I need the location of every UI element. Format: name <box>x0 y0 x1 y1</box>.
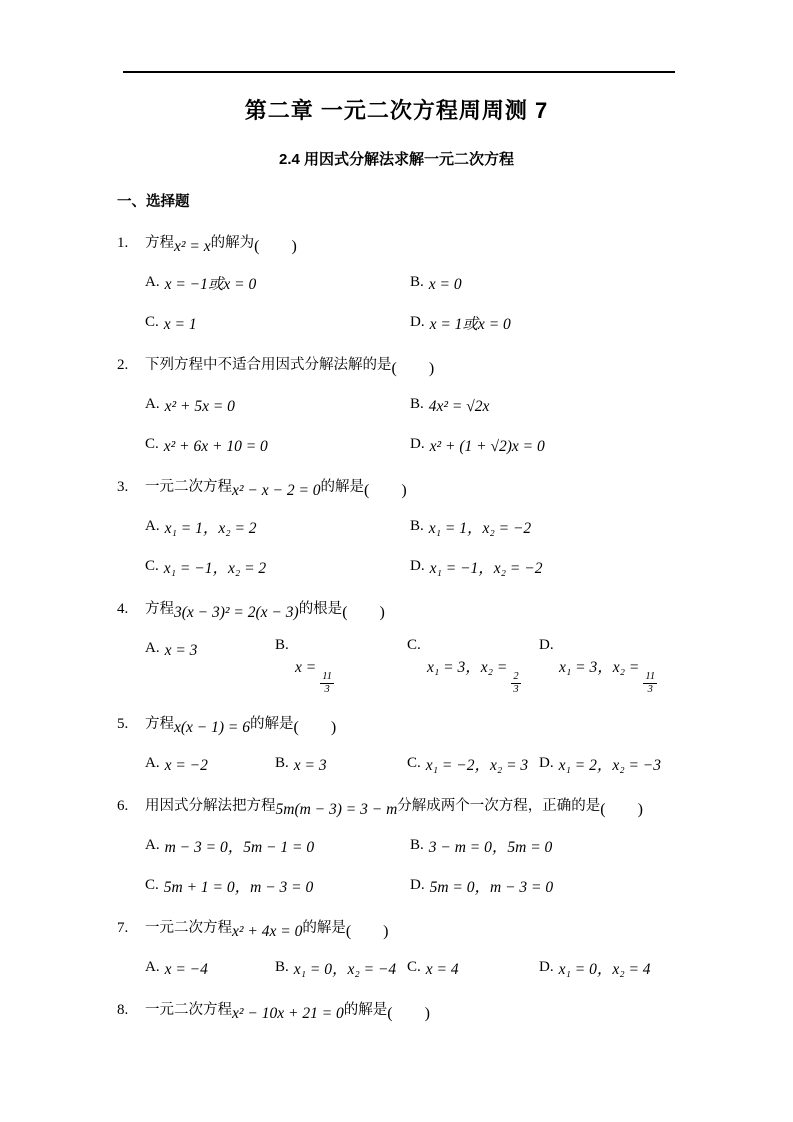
option-text: x = 0 <box>428 276 462 293</box>
option-c <box>145 554 410 578</box>
option-text: x = −4 <box>164 961 208 979</box>
stem-pre: 一元二次方程 <box>145 920 232 937</box>
option-text: x = −1或x = 0 <box>164 276 257 293</box>
option-label: B. <box>410 518 424 534</box>
answer-blank: ( ) <box>345 923 389 941</box>
question-stem <box>117 230 793 256</box>
fraction <box>643 671 657 696</box>
question-stem-text <box>145 997 430 1023</box>
stem-post: 的解是 <box>250 716 294 733</box>
option-b <box>275 955 407 979</box>
option-label: B. <box>275 959 289 976</box>
options <box>145 833 793 897</box>
option-label: A. <box>145 396 160 412</box>
stem-post: 的解是 <box>302 920 346 937</box>
question-3 <box>117 474 793 578</box>
question-stem-text <box>145 915 389 941</box>
question-8 <box>117 997 793 1023</box>
question-stem-text <box>145 596 385 622</box>
option-label: A. <box>145 518 160 534</box>
option-text: x² + (1 + √2)x = 0 <box>429 438 545 455</box>
option-c <box>407 636 539 696</box>
option-d <box>539 955 793 979</box>
stem-pre: 方程 <box>145 235 174 251</box>
option-label: B. <box>410 274 424 290</box>
option-text: x₁ = 0，x₂ = 4 <box>558 961 651 979</box>
option-text: x₁ = 0，x₂ = −4 <box>293 961 397 979</box>
stem-pre: 用因式分解法把方程 <box>145 798 276 815</box>
stem-post: 的解为 <box>210 235 255 251</box>
option-text: x = <box>295 659 317 676</box>
answer-blank: ( ) <box>254 238 297 255</box>
question-stem <box>117 915 793 941</box>
option-c <box>407 955 539 979</box>
option-label: C. <box>407 959 421 976</box>
option-label: B. <box>275 755 289 772</box>
option-d <box>410 310 793 334</box>
option-d <box>539 751 793 775</box>
question-6 <box>117 793 793 897</box>
options <box>145 751 793 775</box>
question-number: 1. <box>117 235 129 251</box>
stem-math: x² + 4x = 0 <box>232 923 303 941</box>
option-b <box>275 636 407 696</box>
option-label: D. <box>539 959 554 976</box>
answer-blank: ( ) <box>364 482 407 499</box>
option-c <box>407 751 539 775</box>
option-a <box>145 514 410 538</box>
top-rule-divider <box>123 71 675 73</box>
question-stem-text <box>145 793 643 819</box>
question-4 <box>117 596 793 696</box>
stem-pre: 下列方程中不适合用因式分解法解的是 <box>145 357 392 373</box>
page-subtitle: 2.4 用因式分解法求解一元二次方程 <box>278 151 515 168</box>
option-label: A. <box>145 837 160 854</box>
option-a <box>145 955 275 979</box>
option-text: x₁ = 3，x₂ = <box>427 659 508 676</box>
options <box>145 514 793 578</box>
stem-math: 3(x − 3)² = 2(x − 3) <box>174 604 299 621</box>
fraction <box>511 671 520 696</box>
option-a <box>145 636 275 660</box>
option-text: x₁ = 2，x₂ = −3 <box>558 757 662 775</box>
option-label: C. <box>145 558 159 574</box>
stem-post: 的解是 <box>343 1002 388 1019</box>
option-b <box>410 392 793 416</box>
answer-blank: ( ) <box>387 1005 430 1023</box>
question-number: 5. <box>117 716 129 733</box>
option-text: 4x² = √2x <box>428 398 490 415</box>
stem-pre: 方程 <box>145 716 174 733</box>
stem-math: x² − 10x + 21 = 0 <box>232 1005 344 1023</box>
question-2 <box>117 352 793 456</box>
option-label: B. <box>275 637 289 653</box>
option-content <box>427 654 539 696</box>
question-stem <box>117 711 793 737</box>
option-label: C. <box>145 877 159 894</box>
option-d <box>410 554 793 578</box>
question-stem <box>117 793 793 819</box>
option-b <box>410 514 793 538</box>
stem-post: 分解成两个一次方程，正确的是 <box>397 798 601 815</box>
stem-math: x(x − 1) = 6 <box>174 719 251 737</box>
option-text: x = 4 <box>425 961 459 979</box>
option-a <box>145 270 410 294</box>
question-number: 8. <box>117 1002 129 1019</box>
option-text: x₁ = 1，x₂ = 2 <box>164 520 257 537</box>
option-text: m − 3 = 0，5m − 1 = 0 <box>164 839 315 857</box>
options <box>145 636 793 696</box>
option-a <box>145 392 410 416</box>
options <box>145 270 793 334</box>
stem-math: x² = x <box>174 238 211 255</box>
question-number: 7. <box>117 920 129 937</box>
answer-blank: ( ) <box>600 801 643 819</box>
option-label: C. <box>407 637 421 653</box>
option-text: x = −2 <box>164 757 208 775</box>
option-label: D. <box>539 637 554 653</box>
question-number: 2. <box>117 357 129 373</box>
stem-math: x² − x − 2 = 0 <box>232 482 321 499</box>
option-text: x = 3 <box>164 642 198 659</box>
question-stem <box>117 352 793 378</box>
question-number: 4. <box>117 601 129 617</box>
option-d <box>410 873 793 897</box>
option-label: D. <box>410 436 425 452</box>
option-label: C. <box>145 314 159 330</box>
option-a <box>145 751 275 775</box>
option-b <box>410 270 793 294</box>
fraction-numerator: 11 <box>643 671 657 684</box>
option-text: x₁ = −1，x₂ = 2 <box>163 560 267 577</box>
option-text: x² + 5x = 0 <box>164 398 235 415</box>
option-text: x² + 6x + 10 = 0 <box>163 438 268 455</box>
option-b <box>275 751 407 775</box>
answer-blank: ( ) <box>342 604 385 621</box>
option-label: A. <box>145 959 160 976</box>
options <box>145 392 793 456</box>
question-5 <box>117 711 793 775</box>
question-number: 6. <box>117 798 129 815</box>
stem-math: 5m(m − 3) = 3 − m <box>275 801 398 819</box>
option-label: A. <box>145 755 160 772</box>
option-text: x₁ = 1，x₂ = −2 <box>428 520 532 537</box>
option-label: D. <box>539 755 554 772</box>
option-c <box>145 873 410 897</box>
option-c <box>145 432 410 456</box>
option-label: D. <box>410 314 425 330</box>
question-stem <box>117 997 793 1023</box>
option-text: x₁ = 3，x₂ = <box>559 659 640 676</box>
fraction-numerator: 2 <box>511 671 520 684</box>
question-number: 3. <box>117 479 129 495</box>
stem-post: 的根是 <box>298 601 343 617</box>
fraction-denominator: 3 <box>647 684 653 696</box>
answer-blank: ( ) <box>293 719 337 737</box>
option-text: x = 3 <box>293 757 327 775</box>
option-a <box>145 833 410 857</box>
option-label: D. <box>410 877 425 894</box>
option-text: x = 1或x = 0 <box>429 316 511 333</box>
page-title: 第二章 一元二次方程周周测 7 <box>244 98 549 123</box>
option-text: 5m + 1 = 0，m − 3 = 0 <box>163 879 314 897</box>
option-text: x₁ = −2，x₂ = 3 <box>425 757 529 775</box>
stem-post: 的解是 <box>320 479 365 495</box>
option-d <box>539 636 793 696</box>
option-label: A. <box>145 274 160 290</box>
fraction <box>320 671 334 696</box>
answer-blank: ( ) <box>391 360 435 377</box>
option-label: B. <box>410 396 424 412</box>
option-text: 3 − m = 0，5m = 0 <box>428 839 553 857</box>
fraction-denominator: 3 <box>513 684 519 696</box>
question-stem-text <box>145 352 434 378</box>
question-stem-text <box>145 711 336 737</box>
stem-pre: 一元二次方程 <box>145 479 232 495</box>
option-label: D. <box>410 558 425 574</box>
question-7 <box>117 915 793 979</box>
question-stem <box>117 474 793 500</box>
option-text: 5m = 0，m − 3 = 0 <box>429 879 554 897</box>
fraction-denominator: 3 <box>324 684 330 696</box>
options <box>145 955 793 979</box>
question-stem-text <box>145 230 297 256</box>
option-text: x = 1 <box>163 316 197 333</box>
question-1 <box>117 230 793 334</box>
option-d <box>410 432 793 456</box>
fraction-numerator: 11 <box>320 671 334 684</box>
stem-pre: 方程 <box>145 601 174 617</box>
option-content <box>295 654 407 696</box>
option-label: B. <box>410 837 424 854</box>
option-label: C. <box>407 755 421 772</box>
option-c <box>145 310 410 334</box>
option-content <box>559 654 793 696</box>
option-label: C. <box>145 436 159 452</box>
question-stem-text <box>145 474 407 500</box>
option-label: A. <box>145 640 160 656</box>
option-text: x₁ = −1，x₂ = −2 <box>429 560 543 577</box>
question-stem <box>117 596 793 622</box>
stem-pre: 一元二次方程 <box>145 1002 232 1019</box>
section-heading: 一、选择题 <box>117 194 190 210</box>
option-b <box>410 833 793 857</box>
